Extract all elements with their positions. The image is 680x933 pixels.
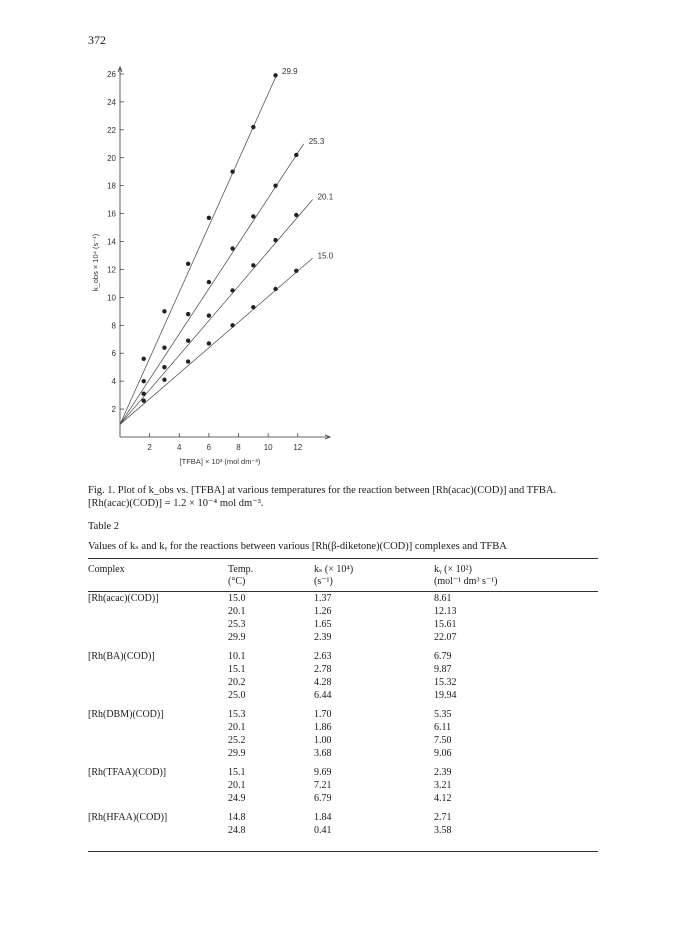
page-number: 372 [88,33,106,47]
data-point [230,246,234,250]
cell-ks: 4.28 [314,677,332,688]
table-row [88,824,598,852]
cell-ks: 6.79 [314,793,332,804]
y-tick-label: 6 [111,349,116,359]
table-row [88,689,598,702]
y-tick-label: 22 [107,125,116,135]
cell-complex [88,721,228,734]
cell-complex [88,689,228,702]
data-point [207,341,211,345]
caption-lead: Fig. 1. [88,485,116,496]
x-axis-title: [TFBA] × 10³ (mol dm⁻³) [179,457,261,466]
table-row [88,663,598,676]
data-point [273,183,277,187]
table-row [88,779,598,792]
y-tick-label: 8 [111,321,116,331]
table-row [88,702,598,721]
data-point [207,313,211,317]
series-label: 15.0 [317,251,334,261]
cell-ky: 9.06 [434,748,452,759]
x-tick-label: 6 [206,443,212,452]
cell-ks: 1.00 [314,735,332,746]
cell-ks: 2.63 [314,651,332,662]
cell-ky: 3.21 [434,780,452,791]
y-tick-label: 18 [107,181,116,191]
data-point [186,338,190,342]
data-point [207,280,211,284]
cell-temp: 14.8 [228,812,246,823]
series-line [120,200,313,425]
cell-ky: 7.50 [434,735,452,746]
series-label: 25.3 [308,136,325,146]
header-ks: kₛ (× 10⁴) [314,559,434,576]
cell-ks: 2.39 [314,632,332,643]
cell-temp: 25.2 [228,735,246,746]
y-tick-label: 12 [107,265,116,275]
y-tick-label: 14 [107,237,116,247]
data-point [273,73,277,77]
cell-complex [88,734,228,747]
table-row [88,747,598,760]
cell-ky: 5.35 [434,709,452,720]
data-point [162,345,166,349]
data-point [273,287,277,291]
cell-ky: 6.79 [434,651,452,662]
cell-ks: 2.78 [314,664,332,675]
data-point [251,214,255,218]
data-point [186,262,190,266]
cell-complex [88,631,228,644]
caption-text: Plot of k_obs vs. [TFBA] at various temperatures for the reaction between [Rh(acac)(COD)] and TFBA. [Rh(acac)(COD)] = 1.2 × 10⁻⁴ mol dm⁻³. [88,485,557,509]
data-point [294,213,298,217]
x-tick-label: 2 [147,443,152,452]
cell-ks: 1.84 [314,812,332,823]
cell-complex [88,824,228,852]
cell-ky: 4.12 [434,793,452,804]
cell-ky: 9.87 [434,664,452,675]
cell-complex [88,747,228,760]
table-row [88,676,598,689]
cell-temp: 15.1 [228,767,246,778]
cell-complex [88,792,228,805]
cell-temp: 29.9 [228,748,246,759]
table-row [88,644,598,663]
table-title: Values of kₛ and kᵧ for the reactions between various [Rh(β-diketone)(COD)] complexes and TFBA [88,541,507,552]
cell-temp: 15.3 [228,709,246,720]
header-complex: Complex [88,559,228,576]
cell-temp: 29.9 [228,632,246,643]
cell-ky: 19.94 [434,690,457,701]
cell-complex [88,618,228,631]
cell-ky: 22.07 [434,632,457,643]
data-point [230,170,234,174]
x-tick-label: 10 [263,443,273,452]
y-tick-label: 10 [107,293,116,303]
cell-temp: 20.1 [228,606,246,617]
table-row [88,721,598,734]
y-tick-label: 26 [107,69,116,79]
cell-ks: 1.26 [314,606,332,617]
table-row [88,618,598,631]
rate-constants-table [88,558,598,852]
y-axis-title: k_obs × 10⁴ (s⁻¹) [91,233,100,292]
cell-ky: 15.32 [434,677,457,688]
cell-ky: 12.13 [434,606,457,617]
data-point [207,216,211,220]
cell-ky: 2.71 [434,812,452,823]
data-point [230,288,234,292]
cell-temp: 25.3 [228,619,246,630]
cell-ky: 8.61 [434,593,452,604]
data-point [251,263,255,267]
y-tick-label: 16 [107,209,116,219]
data-point [294,153,298,157]
cell-ks: 0.41 [314,824,434,852]
cell-ks: 7.21 [314,780,332,791]
cell-temp: 20.1 [228,722,246,733]
cell-complex [88,676,228,689]
cell-temp: 24.8 [228,824,314,852]
cell-ks: 3.68 [314,748,332,759]
cell-complex: [Rh(DBM)(COD)] [88,709,164,720]
cell-ks: 6.44 [314,690,332,701]
cell-ks: 1.86 [314,722,332,733]
series-label: 29.9 [282,66,298,76]
data-point [186,359,190,363]
data-point [162,309,166,313]
cell-ky: 3.58 [434,824,598,852]
data-point [142,379,146,383]
table-row [88,605,598,618]
table-row [88,734,598,747]
data-point [186,312,190,316]
table-row [88,805,598,824]
figure-caption [88,484,598,510]
header-complex-unit [88,575,228,592]
cell-complex: [Rh(BA)(COD)] [88,651,155,662]
cell-ky: 15.61 [434,619,457,630]
y-tick-label: 24 [107,97,116,107]
cell-complex: [Rh(HFAA)(COD)] [88,812,168,823]
cell-complex [88,605,228,618]
cell-complex [88,779,228,792]
cell-temp: 15.1 [228,664,246,675]
table-row [88,792,598,805]
cell-ks: 1.65 [314,619,332,630]
x-tick-label: 12 [293,443,303,452]
data-point [294,269,298,273]
header-ky: kᵧ (× 10²) [434,559,598,576]
data-point [273,238,277,242]
cell-complex: [Rh(TFAA)(COD)] [88,767,167,778]
cell-ky: 2.39 [434,767,452,778]
data-point [251,305,255,309]
data-point [162,365,166,369]
cell-temp: 20.2 [228,677,246,688]
cell-ks: 1.70 [314,709,332,720]
data-point [142,398,146,402]
cell-complex: [Rh(acac)(COD)] [88,593,159,604]
cell-ky: 6.11 [434,722,452,733]
table-label: Table 2 [88,521,120,532]
header-temp-unit: (°C) [228,575,314,592]
cell-temp: 10.1 [228,651,246,662]
x-tick-label: 4 [177,443,182,452]
series-label: 20.1 [317,192,334,202]
y-tick-label: 2 [111,405,116,415]
cell-temp: 24.9 [228,793,246,804]
header-temp: Temp. [228,559,314,576]
table-row [88,592,598,606]
cell-temp: 15.0 [228,593,246,604]
cell-temp: 25.0 [228,690,246,701]
data-point [142,392,146,396]
table-row [88,631,598,644]
header-ky-unit: (mol⁻¹ dm³ s⁻¹) [434,575,598,592]
x-tick-label: 8 [236,443,241,452]
data-point [251,125,255,129]
header-ks-unit: (s⁻¹) [314,575,434,592]
cell-ks: 9.69 [314,767,332,778]
data-point [162,378,166,382]
data-point [230,323,234,327]
data-point [142,357,146,361]
series-line [120,258,313,424]
table-row [88,760,598,779]
y-tick-label: 20 [107,153,116,163]
y-tick-label: 4 [111,377,116,387]
cell-temp: 20.1 [228,780,246,791]
cell-complex [88,663,228,676]
cell-ks: 1.37 [314,593,332,604]
